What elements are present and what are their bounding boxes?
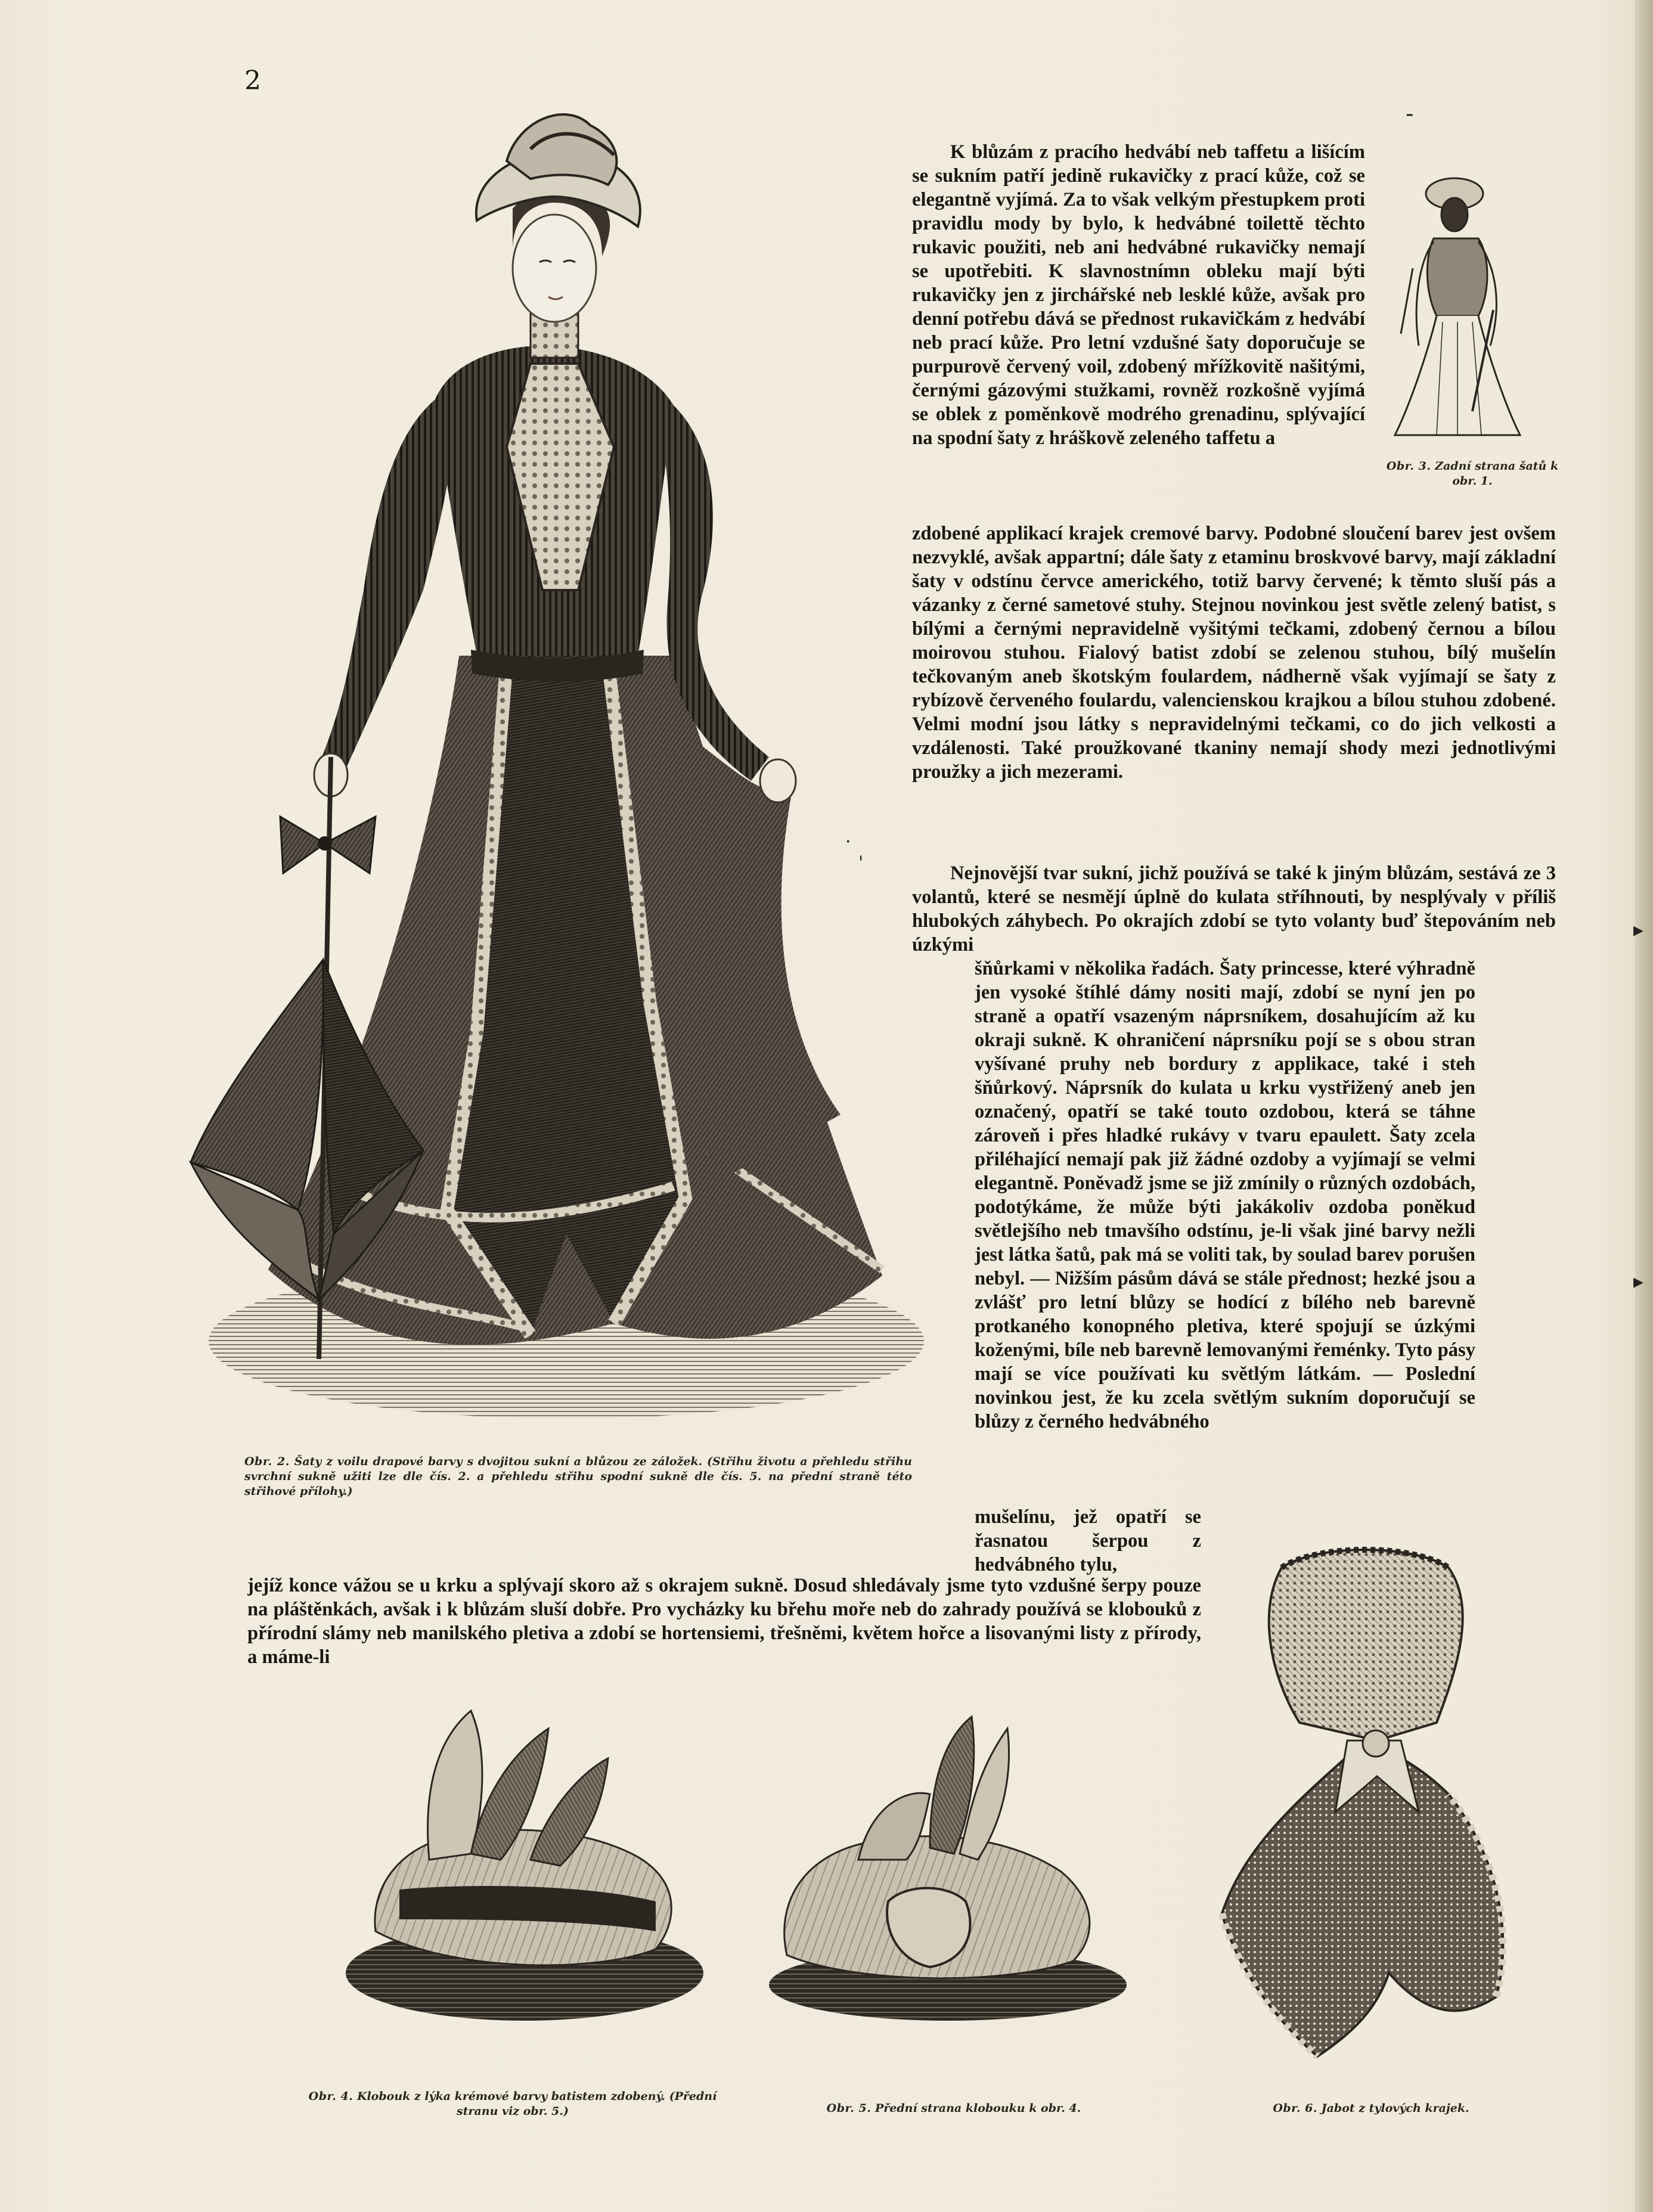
page-number: 2 — [244, 66, 261, 96]
fig5-caption-text: Přední strana klobouku k obr. 4. — [874, 2102, 1081, 2115]
print-mark: - — [1406, 100, 1414, 128]
fig5-caption — [775, 2101, 1133, 2116]
fig4-caption-text: Klobouk z lýka krémové barvy batistem zdobený. (Přední stranu viz obr. 5.) — [356, 2090, 717, 2118]
article-paragraph-2a — [912, 861, 1556, 957]
page-edge-shadow — [1635, 0, 1653, 2212]
fig3-caption-prefix: Obr. 3. — [1386, 460, 1431, 473]
fig4-hat-illustration — [334, 1705, 703, 2039]
fig2-dress-illustration — [197, 137, 948, 1448]
paragraph-text: zdobené applikací krajek cremové barvy. Podobné sloučení barev jest ovšem nezvyklé, avšak appartní; dále šaty z etaminu broskvové barvy, mají základní šaty v odstínu červce amerického, totiž barvy červené; k těmto sluší pás a vázanky z černé sametové stuhy. Stejnou novinkou jest světle zelený batist, s bílými a černými nepravidelně vyšitými tečkami, zdobený černou a bílou moirovou stuhou. Fialový batist zdobí se zelenou stuhou, bílý mušelín tečkovaným aneb škotským foulardem, nádherně však vyjímají se šaty z rybízově červeného foulardu, valencienskou krajkou a bílou stuhou zdobené. Velmi modní jsou látky s nepravidelnými tečkami, co do jich velkosti a vzdálenosti. Také proužkované tkaniny nemají shody mezi jednotlivými proužky a jich mezerami. — [912, 523, 1556, 783]
fig4-caption — [298, 2089, 727, 2119]
fig6-jabot-illustration — [1198, 1544, 1532, 2092]
fig3-back-view-sketch — [1377, 173, 1544, 453]
paragraph-text: jejíž konce vážou se u krku a splývají skoro až s okrajem sukně. Dosud shledávaly jsme tyto vzdušné šerpy pouze na pláštěnkách, avšak i k blůzám sluší dobře. Pro vycházky ku břehu moře neb do zahrady používá se klobouků z přírodní slámy neb manilského pletiva a zdobí se hortensiemi, třešněmi, květem hořce a lisovanými listy z přírody, a máme-li — [247, 1575, 1201, 1668]
fig5-caption-prefix: Obr. 5. — [826, 2102, 872, 2115]
fig6-caption-prefix: Obr. 6. — [1273, 2102, 1317, 2115]
fig3-caption-text: Zadní strana šatů k obr. 1. — [1435, 460, 1559, 488]
print-mark: ' — [858, 852, 864, 873]
paragraph-text: mušelínu, jež opatří se řasnatou šerpou z hedvábného tylu, — [975, 1506, 1201, 1575]
fig6-caption — [1204, 2101, 1538, 2116]
fig2-caption-prefix: Obr. 2. — [244, 1455, 290, 1468]
fig3-caption — [1383, 459, 1562, 489]
paragraph-text: K blůzám z pracího hedvábí neb taffetu a lišícím se sukním patří jedině rukavičky z prací kůže, což se elegantně vyjímá. Za to však velkým přestupkem proti pravidlu mody by bylo, k hedvábné toilettě těchto rukavic použiti, neb ani hedvábné rukavičky nemají se upotřebiti. K slavnostnímn obleku mají býti rukavičky jen z jirchářské neb lesklé kůže, avšak pro denní potřebu dává se přednost rukavičkám z hedvábí neb prací kůže. Pro letní vzdušné šaty doporučuje se purpurově červený voil, zdobený mřížkovitě našitými, černými gázovými stužkami, rovněž rozkošně vyjímá se oblek z poměnkově modrého grenadinu, splývající na spodní šaty z hráškově zeleného taffetu a — [912, 141, 1365, 449]
fig5-hat-illustration — [751, 1705, 1133, 2039]
print-mark: · — [845, 832, 851, 852]
article-paragraph-1b — [912, 522, 1556, 861]
paragraph-text: Nejnovější tvar sukní, jichž používá se také k jiným blůzám, sestává ze 3 volantů, které se nesmějí úplně do kulata stříhnouti, by nesplývaly v příliš hlubokých záhybech. Po okrajích zdobí se tyto volanty buď štepováním neb úzkými — [912, 863, 1556, 955]
fig2-caption-text: Šaty z voilu drapové barvy s dvojitou sukní a blůzou ze záložek. (Střihu životu a přehledu střihu svrchní sukně užiti lze dle čís. 2. a přehledu střihu spodní sukně dle čís. 5. na přední straně této střihové přílohy.) — [244, 1455, 912, 1498]
article-paragraph-1a — [912, 140, 1365, 539]
fig6-caption-text: Jabot z tylových krajek. — [1321, 2102, 1469, 2115]
article-paragraph-2c — [975, 1505, 1201, 1577]
article-paragraph-2b — [975, 957, 1475, 1505]
fig2-caption — [244, 1454, 912, 1499]
article-paragraph-2d — [247, 1574, 1201, 1672]
page-edge-arrow: ▸ — [1633, 918, 1644, 942]
paragraph-text: šňůrkami v několika řadách. Šaty princesse, které výhradně jen vysoké štíhlé dámy nositi mají, zdobí se nyní jen po straně a opatří vsazeným náprsníkem, dosahujícím až ku okraji sukně. K ohraničení náprsníku pojí se s obou stran vyšívané pruhy neb bordury z applikace, také i steh šňůrkový. Náprsník do kulata u krku vystřižený aneb jen označený, opatří se také touto ozdobou, která se táhne zároveň i přes hladké rukávy v tvaru epaulett. Šaty zcela přiléhající nemají pak již žádné ozdoby a vyjímají se velmi elegantně. Poněvadž jsme se již zmínily o různých ozdobách, podotýkáme, že může býti jakákoliv ozdoba poněkud světlejšího neb tmavšího odstínu, je-li však jiné barvy nežli jest látka šatů, pak má se voliti tak, by soulad barev porušen nebyl. — Nižším pásům dává se stále přednost; hezké jsou a zvlášť pro letní blůzy se hodící z bílého neb barevně protkaného konopného pletiva, které spojují se úzkými koženými, bíle neb barevně lemovanými řeménky. Tyto pásy mají se více používati ku světlým látkám. — Poslední novinkou jest, že ku zcela světlým sukním doporučují se blůzy z černého hedvábného — [975, 958, 1475, 1432]
fig4-caption-prefix: Obr. 4. — [308, 2090, 353, 2103]
page-edge-arrow: ▸ — [1633, 1270, 1644, 1293]
